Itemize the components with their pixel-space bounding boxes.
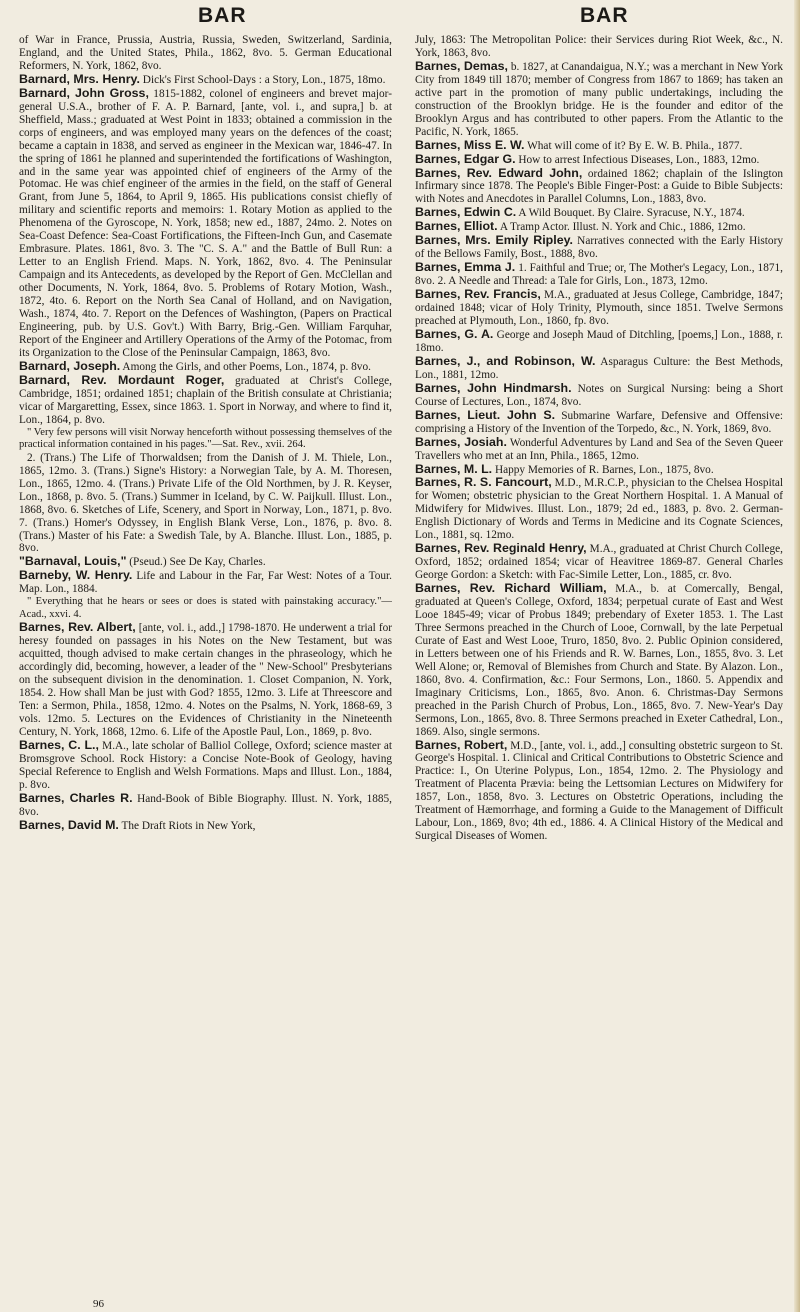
entry-headword: Barnes, R. S. Fancourt, xyxy=(415,475,552,490)
entry-text: M.A., graduated at Christ Church College, Oxford, 1852; ordained 1854; vicar of Heavitree 1869-87. General Charles George Gordon: a Sketch: with Fac-Simile Letter, Lon., 1885, cr. 8vo. xyxy=(415,543,783,582)
entry-headword: Barnes, Emma J. xyxy=(415,260,516,275)
entry-text: M.A., late scholar of Balliol College, Oxford; science master at Bromsgrove School. Rock History: a Concise Note-Book of Geology, having Special Reference to English and Welsh Formations. Maps and Illust. Lon., 1884, p. 8vo. xyxy=(19,740,392,791)
entry-headword: "Barnaval, Louis," xyxy=(19,554,127,569)
dictionary-entry xyxy=(415,206,783,220)
dictionary-entry xyxy=(415,328,783,355)
entry-text: A Wild Bouquet. By Claire. Syracuse, N.Y., 1874. xyxy=(516,207,745,220)
entry-text: What will come of it? By E. W. B. Phila., 1877. xyxy=(524,139,743,152)
entry-headword: Barnes, Rev. Albert, xyxy=(19,620,136,635)
dictionary-entry xyxy=(415,542,783,582)
entry-text: graduated at Christ's College, Cambridge, 1851; ordained 1851; chaplain of the British consulate at Christiania; vicar of Margaretting, Essex, since 1863. 1. Sport in Norway, and where to find it, Lon., 1864, p. 8vo. xyxy=(19,374,392,426)
dictionary-entry xyxy=(415,167,783,207)
dictionary-entry xyxy=(19,87,392,360)
dictionary-entry xyxy=(415,355,783,382)
dictionary-entry xyxy=(19,555,392,569)
entry-text: Happy Memories of R. Barnes, Lon., 1875, 8vo. xyxy=(492,463,714,476)
page-edge xyxy=(794,0,800,1312)
dictionary-entry xyxy=(19,621,392,739)
entry-headword: Barnes, Rev. Richard William, xyxy=(415,581,607,596)
entry-text: Narratives connected with the Early History of the Bellows Family, Bost., 1888, 8vo. xyxy=(415,235,783,261)
dictionary-entry xyxy=(415,409,783,436)
entry-text: Submarine Warfare, Defensive and Offensive: comprising a History of the Invention of the Torpedo, &c., N. York, 1869, 8vo. xyxy=(415,409,783,435)
dictionary-entry xyxy=(19,73,392,87)
entry-headword: Barnes, J., and Robinson, W. xyxy=(415,353,596,368)
entry-headword: Barnes, Mrs. Emily Ripley. xyxy=(415,233,574,248)
entry-text: Dick's First School-Days : a Story, Lon., 1875, 18mo. xyxy=(139,73,386,86)
entry-headword: Barnes, Rev. Francis, xyxy=(415,287,541,302)
running-head-left: BAR xyxy=(198,4,247,27)
dictionary-entry xyxy=(415,60,783,139)
entry-headword: Barnes, Robert, xyxy=(415,737,508,752)
entry-text: Life and Labour in the Far, Far West: Notes of a Tour. Map. Lon., 1884. xyxy=(19,570,392,596)
entry-headword: Barnes, C. L., xyxy=(19,738,99,753)
entry-headword: Barnes, Rev. Reginald Henry, xyxy=(415,541,587,556)
entry-headword: Barnard, Joseph. xyxy=(19,358,121,373)
right-column xyxy=(415,34,783,1296)
dictionary-entry xyxy=(415,582,783,738)
dictionary-entry xyxy=(415,139,783,153)
entry-carryover: July, 1863: The Metropolitan Police: their Services during Riot Week, &c., N. York, 1863, 8vo. xyxy=(415,34,783,59)
entry-headword: Barnes, John Hindmarsh. xyxy=(415,380,572,395)
entry-headword: Barneby, W. Henry. xyxy=(19,568,133,583)
dictionary-entry xyxy=(415,288,783,328)
dictionary-entry xyxy=(19,792,392,819)
entry-text: b. 1827, at Canandaigua, N.Y.; was a merchant in New York City from 1849 till 1870; member of Congress from 1867 to 1869; has taken an active part in the promotion of many public undertakings, including the construction of the Brooklyn bridge. He is the founder and editor of the Brooklyn Argus and has contributed to other papers. From the Atlantic to the Pacific, N. York, 1865. xyxy=(415,60,783,138)
entry-text: (Pseud.) See De Kay, Charles. xyxy=(126,556,266,569)
entry-headword: Barnes, Elliot. xyxy=(415,219,498,234)
entry-text: 1815-1882, colonel of engineers and brevet major-general U.S.A., brother of F. A. P. Barnard, [ante, vol. i., and supra,] b. at Sheffield, Mass.; graduated at West Point in 1833; obtained a commission in the corps of engineers, and was employed many years on the defences of the coast; became a captain in 1838, and served as engineer in the Mexican war, 1846-47. In the spring of 1861 he planned and superintended the fortifications of Washington, and in the same year was appointed chief of engineers of the Army of the Potomac. He was chief engineer of the armies in the field, on the staff of General Grant, from June 5, 1864, to April 9, 1865. His publications consist chiefly of military and scientific reports and memoirs: 1. Rotary Motion as applied to the Phenomena of the Gyroscope, N. York, 1858; new ed., 1887, 24mo. 2. Notes on Sea-Coast Defence: Sea-Coast Fortifications, the Fifteen-Inch Gun, and Casemate Embrasure. Plates. 1861, 8vo. 3. The "C. S. A." and the Battle of Bull Run: a Letter to an English Friend. Maps. N. York, 1862, 8vo. 4. The Peninsular Campaign and its Antecedents, as developed by the Report of Gen. McClellan and other Documents, N. York, 1864, 8vo. 5. Problems of Rotary Motion, Wash., 1872, 4to. 6. Report on the North Sea Canal of Holland, and on Navigation, Wash., 1874, 4to. 7. Report on the Defences of Washington, (Papers on Practical Engineering, pub. by U.S. Gov't.) With Barry, Brig.-Gen. William Farquhar, Report of the Engineer and Artillery Operations of the Army of the Potomac, from its Organization to the Close of the Peninsular Campaign, 1863, 8vo. xyxy=(19,87,392,359)
entry-text: M.D., M.R.C.P., physician to the Chelsea Hospital for Women; obstetric physician to the Great Northern Hospital. 1. A Manual of Midwifery for Midwives. Illust. Lon., 1879; 2d ed., 1883, p. 8vo. 2. German-English Dictionary of Words and Terms in Medicine and its Cognate Sciences, Lon., 1881, sq. 12mo. xyxy=(415,477,783,542)
left-column xyxy=(19,34,392,1296)
entry-text: Wonderful Adventures by Land and Sea of the Seven Queer Travellers who met at an Inn, Phila., 1865, 12mo. xyxy=(415,436,783,462)
entry-headword: Barnard, Mrs. Henry. xyxy=(19,71,140,86)
entry-headword: Barnes, Edgar G. xyxy=(415,151,516,166)
dictionary-entry xyxy=(19,360,392,374)
dictionary-entry xyxy=(415,153,783,167)
dictionary-entry xyxy=(19,819,392,833)
dictionary-entry xyxy=(415,234,783,261)
running-head-right: BAR xyxy=(580,4,629,27)
entry-text: Notes on Surgical Nursing: being a Short Course of Lectures, Lon., 1874, 8vo. xyxy=(415,382,783,408)
dictionary-entry xyxy=(19,739,392,792)
entry-headword: Barnes, Edwin C. xyxy=(415,205,517,220)
entry-text: [ante, vol. i., add.,] 1798-1870. He underwent a trial for heresy founded on passages in his Notes on the New Testament, but was acquitted, though advised to make certain changes in the phraseology, which he accordingly did, becoming, however, a leader of the " New-School" Presbyterians on the subsequent division in the denomination. 1. Closet Companion, N. York, 1854. 2. How shall Man be just with God? 1855, 12mo. 3. Life at Threescore and Ten: a Sermon, Phila., 1858, 12mo. 4. Notes on the Psalms, N. York, 1868-69, 3 vols. 12mo. 5. Lectures on the Evidences of Christianity in the Nineteenth Century, N. York, 1868, 12mo. 6. Life of the Apostle Paul, Lon., 1869, p. 8vo. xyxy=(19,622,392,739)
dictionary-entry xyxy=(415,261,783,288)
entry-headword: Barnes, Lieut. John S. xyxy=(415,407,556,422)
entry-text: Asparagus Culture: the Best Methods, Lon., 1881, 12mo. xyxy=(415,355,783,381)
dictionary-entry xyxy=(19,569,392,596)
entry-text: ordained 1862; chaplain of the Islington Infirmary since 1878. The People's Bible Finger-Post: a Guide to Bible Subjects: with Notes and Anecdotes in Parallel Columns, Lon., 1883, 8vo. xyxy=(415,167,783,206)
page-number: 96 xyxy=(93,1298,104,1310)
entry-text: Hand-Book of Bible Biography. Illust. N. York, 1885, 8vo. xyxy=(19,792,392,818)
entry-headword: Barnes, Josiah. xyxy=(415,434,507,449)
review-quote: " Everything that he hears or sees or does is stated with painstaking accuracy."—Acad., xxvi. 4. xyxy=(19,596,392,620)
entry-headword: Barnes, G. A. xyxy=(415,326,494,341)
entry-headword: Barnard, Rev. Mordaunt Roger, xyxy=(19,372,225,387)
review-quote: " Very few persons will visit Norway henceforth without possessing themselves of the practical information contained in his pages."—Sat. Rev., xvii. 264. xyxy=(19,426,392,451)
dictionary-entry xyxy=(19,374,392,427)
entry-text: M.D., [ante, vol. i., add.,] consulting obstetric surgeon to St. George's Hospital. 1. Clinical and Critical Contributions to Obstetric Science and Practice: I., On Uterine Polypus, Lon., 1854, 12mo. 2. The Physiology and Treatment of Placenta Prævia: being the Lettsomian Lectures on Midwifery for 1857, Lon., 1858, 8vo. 3. Lectures on Obstetric Operations, including the Treatment of Hæmorrhage, and forming a Guide to the Management of Difficult Labour, Lon., 1869, 8vo; 4th ed., 1886. 4. A Clinical History of the Medical and Surgical Diseases of Women. xyxy=(415,739,783,843)
entry-headword: Barnes, Charles R. xyxy=(19,790,133,805)
entry-text: George and Joseph Maud of Ditchling, [poems,] Lon., 1888, r. 18mo. xyxy=(415,328,783,354)
dictionary-entry xyxy=(415,476,783,542)
entry-text: A Tramp Actor. Illust. N. York and Chic., 1886, 12mo. xyxy=(497,221,746,234)
entry-carryover: of War in France, Prussia, Austria, Russia, Sweden, Switzerland, Sardinia, England, and the United States, Phila., 1862, 8vo. 5. German Educational Reformers, N. York, 1862, 8vo. xyxy=(19,34,392,72)
entry-headword: Barnes, Demas, xyxy=(415,58,508,73)
entry-continuation: 2. (Trans.) The Life of Thorwaldsen; from the Danish of J. M. Thiele, Lon., 1865, 12mo. 3. (Trans.) Signe's History: a Norwegian Tale, by A. M. Thoresen, Lon., 1865, 12mo. 4. (Trans.) Private Life of the Old Northmen, by J. R. Keyser, Lon., 1868, p. 8vo. 5. (Trans.) Summer in Iceland, by C. W. Paijkull. Illust. Lon., 1868, 8vo. 6. Sketches of Life, Scenery, and Sport in Norway, Lon., 1871, p. 8vo. 7. (Trans.) Homer's Odyssey, in English Blank Verse, Lon., 1876, p. 8vo. 8. (Trans.) Master of his Fate: a Swedish Tale, by A. Blanche. Illust. Lon., 1885, p. 8vo. xyxy=(19,451,392,555)
entry-text: The Draft Riots in New York, xyxy=(118,819,256,832)
dictionary-entry xyxy=(415,220,783,234)
entry-headword: Barnes, M. L. xyxy=(415,461,493,476)
entry-text: M.A., b. at Comercally, Bengal, graduated at Queen's College, Oxford, 1834; perpetual curate of East and West Looe 1845-49; vicar of Probus 1849; prebendary of Exeter 1853. 1. The Last Three Sermons preached in the Church of Looe, Cornwall, by the late Perpetual Curate of East and West Looe, Truro, 1850, 8vo. 2. Public Opinion considered, in Letters between one of his Friends and R. W. Barnes, Lon., 1855, 8vo. 3. Let Well Alone; or, Removal of Blemishes from Church and State. By Alazon. Lon., 1860, 8vo. 4. Confirmation, &c.: Four Sermons, Lon., 1860. 5. Appendix and Imaginary Criticisms, Lon., 1865, 8vo. Anon. 6. Christmas-Day Sermons preached in the Parish Church of Probus, Lon., 1865, 8vo. 7. New-Year's Day Sermons, Lon., 1865, 8vo. 8. Three Sermons preached in Exeter Cathedral, Lon., 1869. Also, single sermons. xyxy=(415,583,783,738)
entry-text: 1. Faithful and True; or, The Mother's Legacy, Lon., 1871, 8vo. 2. A Needle and Thread: a Tale for Girls, Lon., 1873, 12mo. xyxy=(415,262,783,288)
entry-text: Among the Girls, and other Poems, Lon., 1874, p. 8vo. xyxy=(120,360,371,373)
entry-text: M.A., graduated at Jesus College, Cambridge, 1847; ordained 1848; vicar of Holy Trinity, Plymouth, since 1851. Twelve Sermons preached at Plymouth, Lon., 1860, fp. 8vo. xyxy=(415,289,783,328)
entry-headword: Barnard, John Gross, xyxy=(19,85,149,100)
dictionary-entry xyxy=(415,436,783,463)
dictionary-entry xyxy=(415,382,783,409)
entry-text: How to arrest Infectious Diseases, Lon., 1883, 12mo. xyxy=(515,153,760,166)
entry-headword: Barnes, Miss E. W. xyxy=(415,137,525,152)
dictionary-entry xyxy=(415,739,783,844)
entry-headword: Barnes, Rev. Edward John, xyxy=(415,165,583,180)
dictionary-entry xyxy=(415,463,783,477)
entry-headword: Barnes, David M. xyxy=(19,817,119,832)
